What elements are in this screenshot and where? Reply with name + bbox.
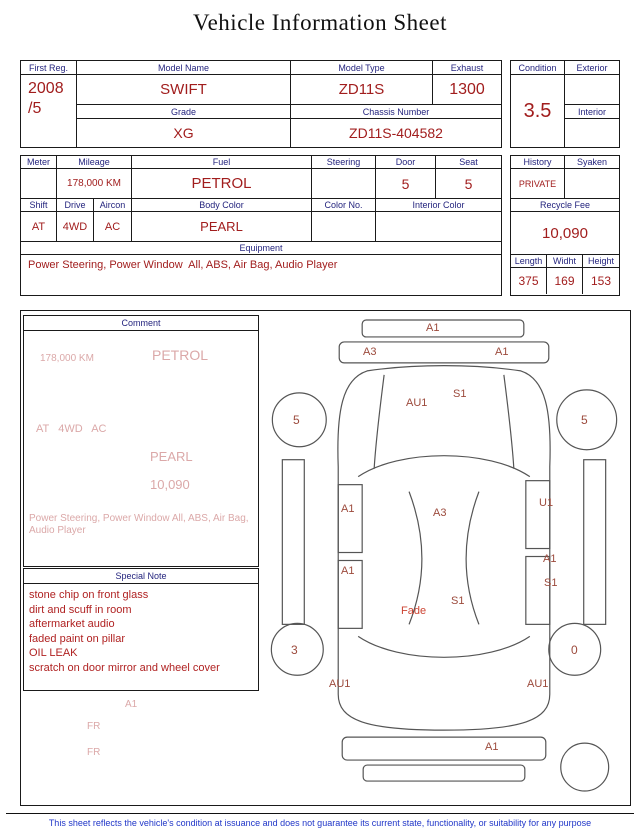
interior-value — [565, 119, 619, 147]
background-ghost-text: A1 — [125, 699, 138, 710]
special-note-line: aftermarket audio — [29, 618, 115, 630]
drive-value: 4WD — [57, 212, 94, 242]
history-table — [510, 155, 620, 296]
diagram-label: 0 — [571, 643, 578, 657]
car-condition-diagram — [263, 317, 625, 801]
diagram-label: AU1 — [527, 678, 549, 690]
diagram-label: AU1 — [406, 397, 428, 409]
diagram-label: A3 — [363, 346, 377, 358]
shift-value: AT — [21, 212, 57, 242]
mileage-label: Mileage — [57, 156, 132, 169]
drive-label: Drive — [57, 199, 94, 212]
diagram-label-layer — [263, 317, 625, 801]
interior-color-label: Interior Color — [376, 199, 501, 212]
comment-ghost-text: 10,090 — [150, 477, 190, 492]
first-reg-label: First Reg. — [21, 61, 77, 75]
diagram-label: A1 — [341, 503, 355, 515]
fuel-label: Fuel — [132, 156, 312, 169]
details-table — [20, 155, 502, 296]
history-label: History — [511, 156, 565, 169]
diagram-label: A3 — [433, 507, 447, 519]
seat-label: Seat — [436, 156, 501, 169]
condition-label: Condition — [511, 61, 565, 75]
comment-header: Comment — [24, 316, 258, 331]
special-note-line: faded paint on pillar — [29, 632, 126, 645]
shift-label: Shift — [21, 199, 57, 212]
exhaust-value: 1300 — [433, 75, 501, 105]
chassis-number-value: ZD11S-404582 — [349, 125, 443, 141]
length-label: Length — [511, 255, 547, 268]
special-note-line: stone chip on front glass — [29, 589, 149, 601]
aircon-value: AC — [94, 212, 132, 242]
condition-score: 3.5 — [511, 75, 565, 147]
height-value: 153 — [590, 274, 612, 288]
special-note-line: dirt and scuff in room — [29, 603, 132, 616]
diagram-label: S1 — [544, 577, 558, 589]
grade-label: Grade — [77, 105, 291, 119]
syaken-value — [565, 169, 619, 199]
exterior-label: Exterior — [565, 61, 619, 75]
interior-color-value — [376, 212, 501, 242]
meter-label: Meter — [21, 156, 57, 169]
background-ghost-text: FR — [87, 747, 101, 758]
diagram-label: S1 — [453, 388, 467, 400]
width-value: 169 — [547, 268, 583, 294]
model-name-label: Model Name — [77, 61, 291, 75]
diagram-label: A1 — [341, 565, 355, 577]
fuel-value: PETROL — [132, 169, 312, 199]
equipment-label: Equipment — [21, 242, 501, 255]
history-value: PRIVATE — [511, 169, 565, 199]
exterior-value — [565, 75, 619, 105]
height-label: Height — [583, 255, 619, 268]
special-note-content — [24, 584, 258, 679]
diagram-label: AU1 — [329, 678, 351, 690]
steering-value — [312, 169, 376, 199]
condition-table — [510, 60, 620, 148]
diagram-label: U1 — [539, 497, 554, 509]
special-note-line: scratch on door mirror and wheel cover — [29, 661, 220, 674]
door-value: 5 — [376, 169, 436, 199]
door-label: Door — [376, 156, 436, 169]
comment-ghost-text: AT 4WD AC — [36, 423, 107, 435]
registration-table — [20, 60, 502, 148]
comment-ghost-text: Power Steering, Power Window All, ABS, Air Bag, Audio Player — [29, 513, 249, 536]
chassis-number-label: Chassis Number — [291, 105, 501, 119]
comment-ghost-text: PEARL — [150, 449, 193, 464]
model-type-label: Model Type — [291, 61, 433, 75]
special-note-box — [23, 568, 259, 691]
comment-ghost-text: 178,000 KM — [40, 353, 94, 364]
diagram-label: A1 — [426, 322, 440, 334]
diagram-label: 5 — [581, 413, 588, 427]
first-reg-value — [21, 75, 77, 147]
special-note-line: OIL LEAK — [29, 647, 78, 659]
recycle-fee-label: Recycle Fee — [511, 199, 619, 212]
steering-label: Steering — [312, 156, 376, 169]
color-no-value — [312, 212, 376, 242]
interior-label: Interior — [565, 105, 619, 119]
length-value: 375 — [511, 268, 547, 294]
diagram-label: S1 — [451, 595, 465, 607]
diagram-label: 5 — [293, 413, 300, 427]
diagram-label: 3 — [291, 643, 298, 657]
syaken-label: Syaken — [565, 156, 619, 169]
meter-value — [21, 169, 57, 199]
seat-value: 5 — [436, 169, 501, 199]
body-color-value: PEARL — [132, 212, 312, 242]
first-reg-month: /5 — [28, 100, 42, 117]
comment-ghost-text: PETROL — [152, 347, 209, 363]
mileage-value: 178,000 KM — [57, 169, 132, 199]
diagram-label: A1 — [543, 553, 557, 565]
comment-box — [23, 315, 259, 567]
aircon-label: Aircon — [94, 199, 132, 212]
background-ghost-text: FR — [87, 721, 101, 732]
recycle-fee-value: 10,090 — [511, 212, 619, 255]
diagram-label: A1 — [495, 346, 509, 358]
diagram-label: Fade — [401, 605, 427, 617]
body-color-label: Body Color — [132, 199, 312, 212]
exhaust-label: Exhaust — [433, 61, 501, 75]
model-name-value: SWIFT — [77, 75, 291, 105]
grade-value: XG — [77, 119, 291, 147]
equipment-value: Power Steering, Power Window All, ABS, Air Bag, Audio Player — [28, 259, 338, 271]
diagram-label: A1 — [485, 741, 499, 753]
width-label: Widht — [547, 255, 583, 268]
color-no-label: Color No. — [312, 199, 376, 212]
model-type-value: ZD11S — [291, 75, 433, 105]
footer-disclaimer: This sheet reflects the vehicle's condition at issuance and does not guarantee its current state, functionality, or suitability for any purpose — [6, 813, 634, 828]
first-reg-year: 2008 — [28, 80, 64, 97]
comment-content — [24, 331, 258, 566]
special-note-header: Special Note — [24, 569, 258, 584]
page-title: Vehicle Information Sheet — [193, 10, 447, 35]
condition-diagram-section — [20, 310, 631, 806]
